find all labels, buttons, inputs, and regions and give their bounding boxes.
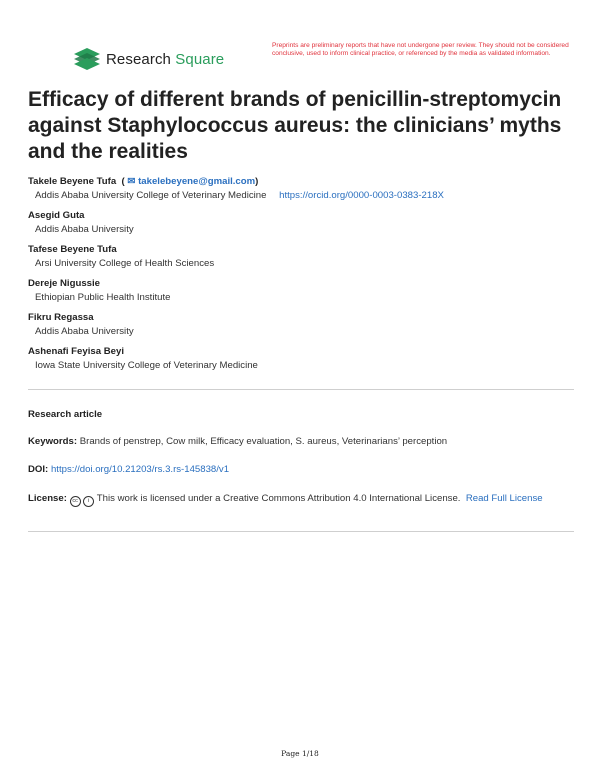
preprint-disclaimer: Preprints are preliminary reports that have not undergone peer review. They should not be considered conclusive, used to inform clinical practice, or referenced by the media as validated information.: [272, 42, 569, 57]
author-affiliation: Addis Ababa University: [35, 224, 134, 235]
article-type: [28, 407, 574, 422]
keywords-label: Keywords:: [28, 436, 78, 447]
article-type-text: Research article: [28, 409, 103, 420]
author-name: Tafese Beyene Tufa: [28, 244, 117, 255]
author-affiliation: [28, 189, 576, 203]
page-number: Page 1/18: [281, 749, 319, 758]
creative-commons-icon: cc: [70, 496, 81, 507]
author-email-wrapper: [119, 176, 259, 187]
section-divider: [28, 531, 574, 532]
author-name: Asegid Guta: [28, 210, 85, 221]
research-square-logo[interactable]: [74, 48, 224, 70]
author-affiliation: Iowa State University College of Veterinary Medicine: [35, 360, 258, 371]
author-affiliation: Ethiopian Public Health Institute: [35, 292, 171, 303]
author-name: Fikru Regassa: [28, 312, 94, 323]
paper-title: Efficacy of different brands of penicillin-streptomycin against Staphylococcus aureus: the clinicians’ myths and the realities: [28, 88, 562, 163]
author-affiliation: Addis Ababa University: [35, 326, 134, 337]
doi-label: DOI:: [28, 464, 49, 475]
author-name: Dereje Nigussie: [28, 278, 100, 289]
attribution-icon: i: [83, 496, 94, 507]
doi-line: [28, 462, 574, 477]
affiliation-text: Addis Ababa University College of Veterinary Medicine: [35, 190, 267, 201]
email-close-paren: ): [255, 176, 259, 187]
author-name: [28, 175, 576, 189]
envelope-icon: ✉: [127, 176, 136, 187]
logo-square-text: Square: [175, 50, 225, 68]
license-label: License:: [28, 493, 67, 504]
logo-research-text: Research: [106, 50, 171, 68]
email-link[interactable]: [127, 176, 255, 187]
header: [74, 42, 569, 82]
research-square-logo-icon: [74, 48, 100, 70]
logo-wordmark: [106, 51, 224, 68]
keywords-text: Brands of penstrep, Cow milk, Efficacy evaluation, S. aureus, Veterinarians’ perception: [79, 436, 448, 447]
author-affiliation: Arsi University College of Health Sciences: [35, 258, 215, 269]
orcid-link[interactable]: https://orcid.org/0000-0003-0383-218X: [279, 190, 444, 201]
author-name-text: Takele Beyene Tufa: [28, 176, 117, 187]
author-name: Ashenafi Feyisa Beyi: [28, 346, 124, 357]
license-text: This work is licensed under a Creative Commons Attribution 4.0 International License.: [96, 493, 461, 504]
doi-link[interactable]: https://doi.org/10.21203/rs.3.rs-145838/v1: [50, 464, 230, 475]
author-list: [28, 175, 576, 379]
email-open-paren: (: [121, 176, 125, 187]
license-line: [28, 491, 574, 507]
email-text: takelebeyene@gmail.com: [138, 176, 256, 187]
section-divider: [28, 389, 574, 390]
read-full-license-link[interactable]: Read Full License: [465, 493, 543, 504]
keywords-line: [28, 434, 574, 449]
